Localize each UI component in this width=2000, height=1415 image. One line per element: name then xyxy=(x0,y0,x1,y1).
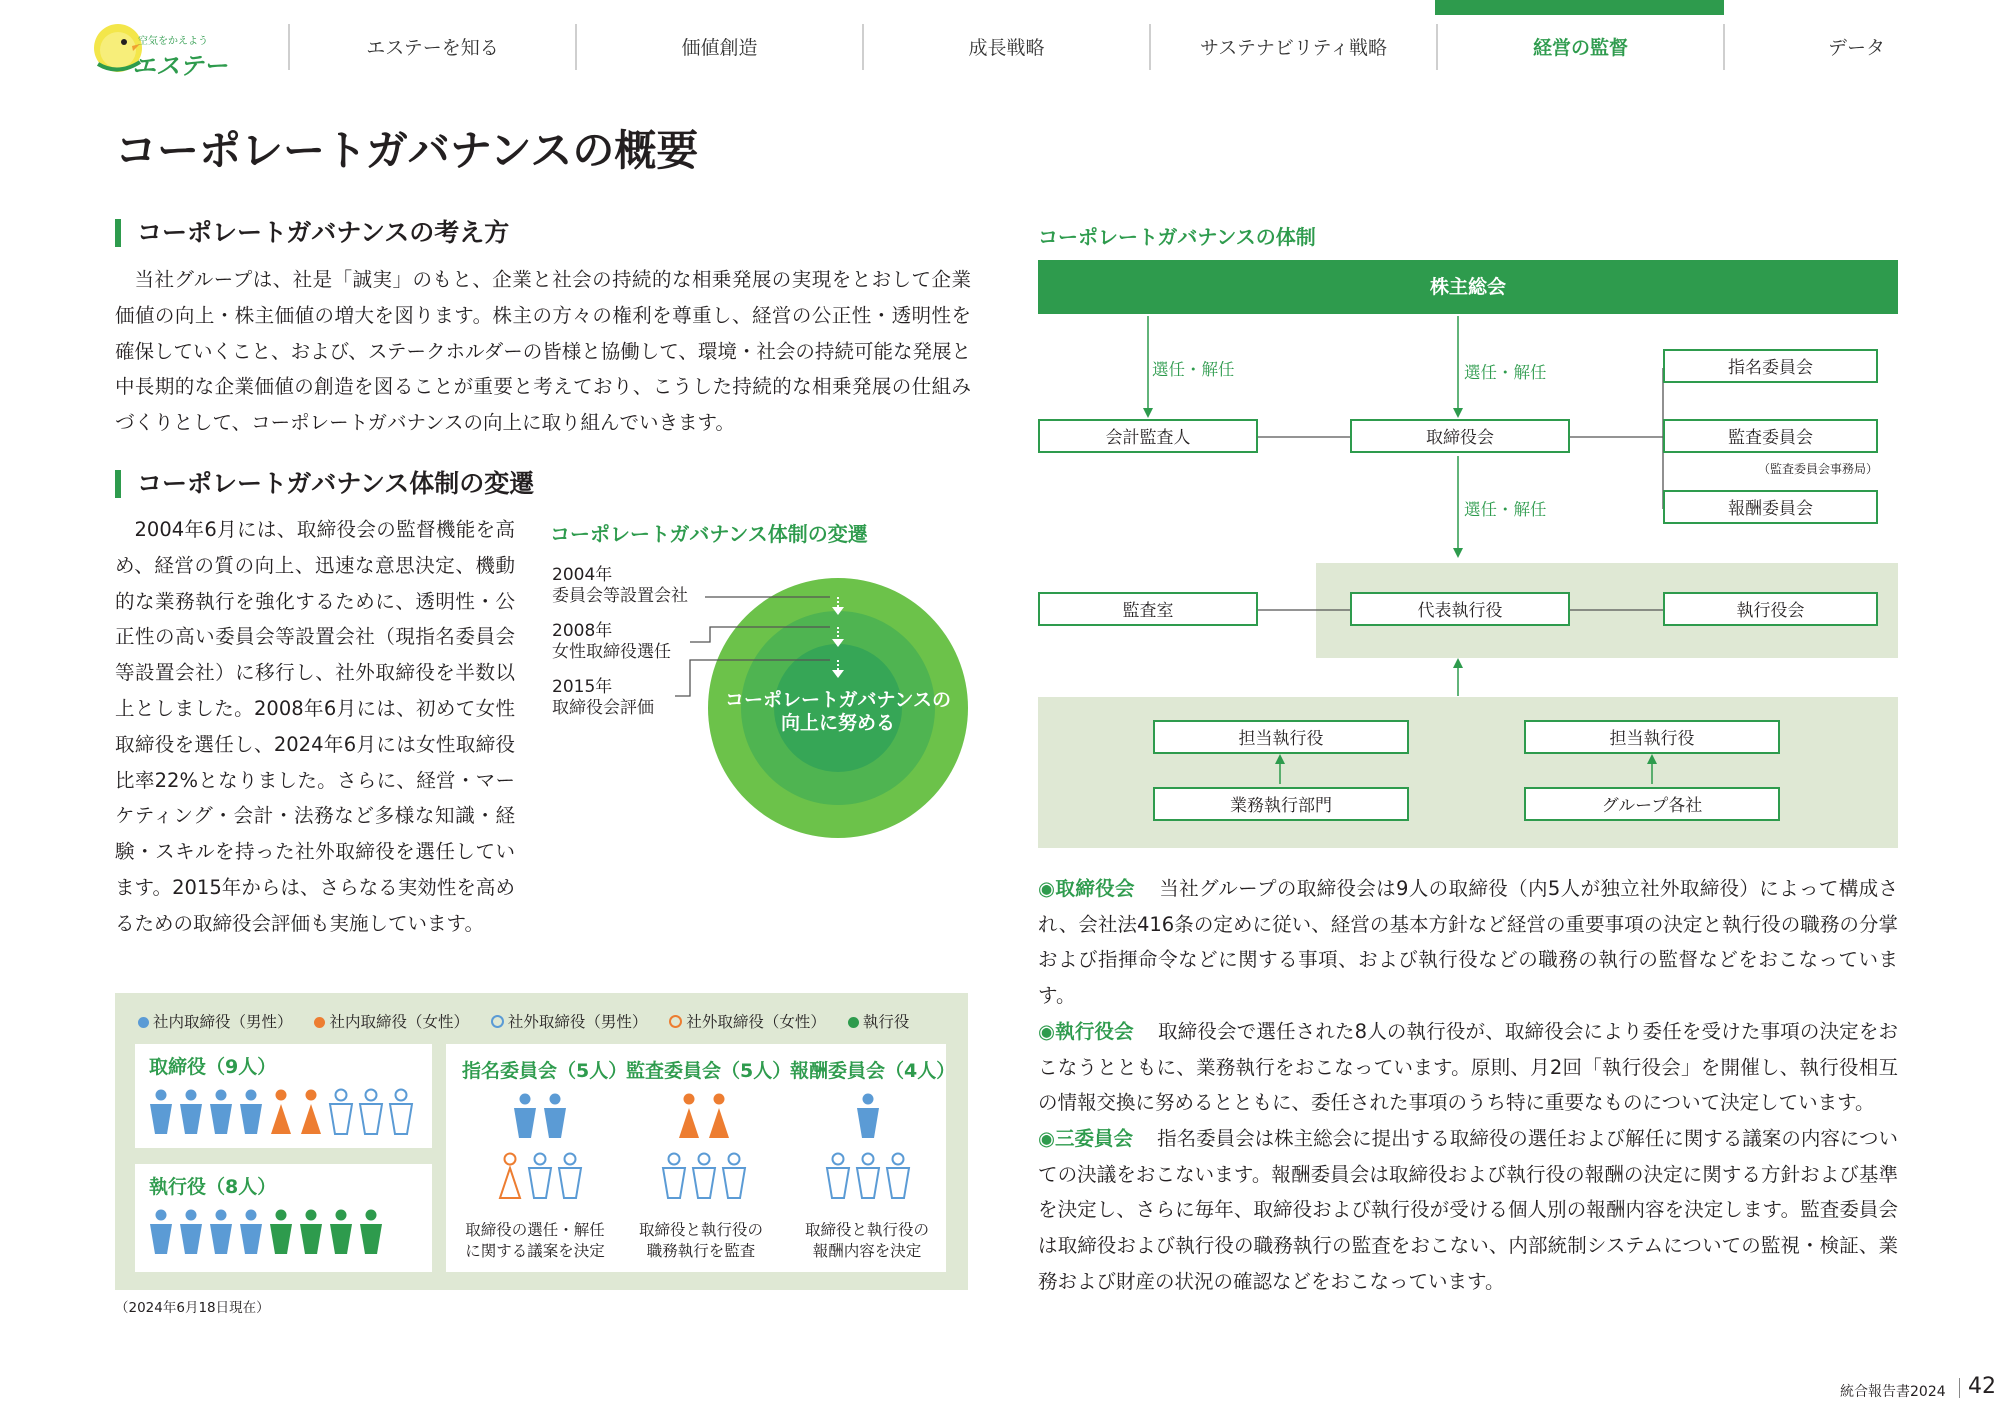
person-icon xyxy=(827,1154,849,1199)
business-division-box: 業務執行部門 xyxy=(1153,787,1409,821)
compensation-committee-box: 報酬委員会 xyxy=(1663,490,1878,524)
person-icon xyxy=(150,1090,172,1135)
person-icon xyxy=(301,1090,321,1135)
milestone-label: 委員会等設置会社 xyxy=(552,586,688,606)
person-icon xyxy=(663,1154,685,1199)
brand-tagline: 空気をかえよう xyxy=(138,36,208,47)
nav-item-sustainability[interactable]: サステナビリティ戦略 xyxy=(1200,37,1387,59)
ceo-box: 代表執行役 xyxy=(1350,592,1570,626)
committee-desc-compensation xyxy=(792,1220,942,1262)
executive-meeting-description xyxy=(1038,1014,1898,1121)
directors-figures xyxy=(149,1088,429,1142)
desc-line: 取締役と執行役の xyxy=(804,1221,929,1239)
accounting-auditor-box: 会計監査人 xyxy=(1038,419,1258,453)
committees-box xyxy=(446,1044,956,1272)
shareholders-meeting-box: 株主総会 xyxy=(1038,260,1898,314)
dot-icon xyxy=(848,1017,859,1028)
compensation-row2-figures xyxy=(818,1152,918,1206)
legend-item xyxy=(314,1013,469,1031)
page-title: コーポレートガバナンスの概要 xyxy=(115,126,699,175)
milestone-2008 xyxy=(552,621,671,663)
nav-item-data[interactable] xyxy=(1725,28,1995,68)
person-icon xyxy=(240,1210,262,1255)
history-body: 2004年6月には、取締役会の監督機能を高め、経営の質の向上、迅速な意思決定、機動的な業務執行を強化するために、透明性・公正性の高い委員会等設置会社（現指名委員会等設置会社）に移行し、社外取締役を半数以上としました。2008年6月には、初めて女性取締役を選任し、2024年6月には女性取締役比率22%となりました。さらに、経営・マーケティング・会計・法務など多様な知識・経験・スキルを持った社外取締役を選任しています。2015年からは、さらなる実効性を高めるための取締役会評価も実施しています。 xyxy=(115,518,515,935)
legend-label: 執行役 xyxy=(862,1013,910,1031)
nav-item-value-creation[interactable]: 価値創造 xyxy=(681,37,758,59)
desc-line: 取締役と執行役の xyxy=(638,1221,763,1239)
description-text: 取締役会で選任された8人の執行役が、取締役会により委任を受けた事項の決定をおこなうとともに、業務執行をおこなっています。原則、月2回「執行役会」を開催し、執行役相互の情報交換に努めるとともに、委任された事項のうち特に重要なものについて決定しています。 xyxy=(1038,1020,1898,1115)
legend-item xyxy=(138,1013,293,1031)
milestone-year: 2004年 xyxy=(552,565,613,585)
audit-committee-box: 監査委員会 xyxy=(1663,419,1878,453)
legend xyxy=(138,1010,926,1032)
nomination-committee-box: 指名委員会 xyxy=(1663,349,1878,383)
section-heading-history: コーポレートガバナンス体制の変遷 xyxy=(115,470,534,498)
milestone-label: 取締役会評価 xyxy=(552,698,654,718)
directors-box xyxy=(135,1044,432,1148)
person-icon xyxy=(857,1154,879,1199)
report-name: 統合報告書2024 xyxy=(1840,1384,1946,1400)
milestone-year: 2008年 xyxy=(552,621,613,641)
brand-logo[interactable] xyxy=(88,14,238,80)
nomination-row2-figures xyxy=(490,1152,590,1206)
nav-item-data-label: データ xyxy=(1827,37,1885,59)
person-icon xyxy=(887,1154,909,1199)
person-icon xyxy=(723,1154,745,1199)
committee-title-audit: 監査委員会（5人） xyxy=(626,1060,792,1082)
dot-icon xyxy=(138,1017,149,1028)
keyword: ◉取締役会 xyxy=(1038,877,1135,900)
legend-item xyxy=(669,1013,826,1031)
directors-title: 取締役（9人） xyxy=(149,1056,277,1078)
nav-item-about[interactable]: エステーを知る xyxy=(366,37,499,59)
executive-meeting-box: 執行役会 xyxy=(1663,592,1878,626)
person-icon xyxy=(500,1154,520,1199)
nav-active-indicator xyxy=(1435,0,1724,15)
person-icon xyxy=(271,1090,291,1135)
person-icon xyxy=(360,1210,382,1255)
officer-in-charge-box: 担当執行役 xyxy=(1153,720,1409,754)
person-icon xyxy=(300,1210,322,1255)
committee-title-compensation: 報酬委員会（4人） xyxy=(790,1060,956,1082)
milestone-year: 2015年 xyxy=(552,677,613,697)
person-icon xyxy=(330,1090,352,1135)
legend-item xyxy=(491,1013,648,1031)
person-icon xyxy=(559,1154,581,1199)
person-icon xyxy=(360,1090,382,1135)
legend-item xyxy=(848,1013,910,1031)
keyword: ◉執行役会 xyxy=(1038,1020,1134,1043)
person-icon xyxy=(544,1094,566,1139)
group-companies-box: グループ各社 xyxy=(1524,787,1780,821)
person-icon xyxy=(330,1210,352,1255)
person-icon xyxy=(693,1154,715,1199)
as-of-date-note: （2024年6月18日現在） xyxy=(115,1300,270,1316)
milestone-2004 xyxy=(552,565,688,607)
executives-box xyxy=(135,1164,432,1272)
ring-icon xyxy=(491,1015,504,1028)
milestone-label: 女性取締役選任 xyxy=(552,642,671,662)
person-icon xyxy=(390,1090,412,1135)
description-text: 指名委員会は株主総会に提出する取締役の選任および解任に関する議案の内容についての決議をおこないます。報酬委員会は取締役および執行役の報酬の決定に関する方針および基準を決定し、さらに毎年、取締役および執行役が受ける個人別の報酬内容を決定します。監査委員会は取締役および執行役の職務執行の監査をおこない、内部統制システムについての監視・検証、業務および財産の状況の確認などをおこなっています。 xyxy=(1038,1127,1898,1293)
milestone-2015 xyxy=(552,677,654,719)
audit-office-note: （監査委員会事務局） xyxy=(1758,462,1879,476)
brand-name: エステー xyxy=(132,52,228,80)
page-number: 42 xyxy=(1968,1374,1996,1399)
committees-description xyxy=(1038,1121,1898,1300)
person-icon xyxy=(180,1210,202,1255)
section-heading-approach: コーポレートガバナンスの考え方 xyxy=(115,219,509,247)
committee-desc-nomination xyxy=(460,1220,610,1262)
person-icon xyxy=(210,1090,232,1135)
person-icon xyxy=(270,1210,292,1255)
person-icon xyxy=(180,1090,202,1135)
officer-in-charge-box: 担当執行役 xyxy=(1524,720,1780,754)
desc-line: 報酬内容を決定 xyxy=(812,1242,922,1260)
executives-title: 執行役（8人） xyxy=(149,1176,277,1198)
footer-divider xyxy=(1959,1378,1960,1398)
org-chart-title: コーポレートガバナンスの体制 xyxy=(1038,225,1316,249)
history-diagram xyxy=(550,565,980,855)
person-icon xyxy=(709,1094,729,1139)
person-icon xyxy=(857,1094,879,1139)
keyword: ◉三委員会 xyxy=(1038,1127,1134,1150)
compensation-row1-figures xyxy=(818,1092,918,1146)
internal-audit-box: 監査室 xyxy=(1038,592,1258,626)
center-line-2: 向上に努める xyxy=(780,712,895,734)
description-text: 当社グループの取締役会は9人の取締役（内5人が独立社外取締役）によって構成され、会社法416条の定めに従い、経営の基本方針など経営の重要事項の決定と執行役の職務の分掌および指揮命令などに関する事項、および執行役などの職務の執行の監督などをおこなっています。 xyxy=(1038,877,1898,1008)
diagram-center-text xyxy=(718,689,958,735)
select-dismiss-label: 選任・解任 xyxy=(1464,500,1547,519)
desc-line: 取締役の選任・解任 xyxy=(465,1221,605,1239)
committee-desc-audit xyxy=(626,1220,776,1262)
board-of-directors-box: 取締役会 xyxy=(1350,419,1570,453)
ring-icon xyxy=(669,1015,682,1028)
person-icon xyxy=(679,1094,699,1139)
nav-item-growth-strategy[interactable]: 成長戦略 xyxy=(968,37,1045,59)
legend-label: 社内取締役（男性） xyxy=(153,1013,293,1031)
desc-line: 職務執行を監査 xyxy=(646,1242,756,1260)
approach-body: 当社グループは、社是「誠実」のもと、企業と社会の持続的な相乗発展の実現をとおして企業価値の向上・株主価値の増大を図ります。株主の方々の権利を尊重し、経営の公正性・透明性を確保していくこと、および、ステークホルダーの皆様と協働して、環境・社会の持続可能な発展と中長期的な企業価値の創造を図ることが重要と考えており、こうした持続的な相乗発展の仕組みづくりとして、コーポレートガバナンスの向上に取り組んでいきます。 xyxy=(115,268,971,435)
legend-label: 社外取締役（女性） xyxy=(686,1013,826,1031)
person-icon xyxy=(210,1210,232,1255)
audit-row1-figures xyxy=(654,1092,754,1146)
select-dismiss-label: 選任・解任 xyxy=(1152,360,1235,379)
person-icon xyxy=(240,1090,262,1135)
center-line-1: コーポレートガバナンスの xyxy=(725,689,951,711)
committee-title-nomination: 指名委員会（5人） xyxy=(462,1060,628,1082)
nomination-row1-figures xyxy=(490,1092,590,1146)
legend-label: 社外取締役（男性） xyxy=(507,1013,648,1031)
legend-label: 社内取締役（女性） xyxy=(329,1013,469,1031)
person-icon xyxy=(529,1154,551,1199)
history-diagram-title: コーポレートガバナンス体制の変遷 xyxy=(550,522,868,546)
board-description xyxy=(1038,871,1898,1014)
person-icon xyxy=(514,1094,536,1139)
select-dismiss-label: 選任・解任 xyxy=(1464,363,1547,382)
nav-item-governance[interactable]: 経営の監督 xyxy=(1532,37,1628,59)
person-icon xyxy=(150,1210,172,1255)
desc-line: に関する議案を決定 xyxy=(465,1242,605,1260)
dot-icon xyxy=(314,1017,325,1028)
executives-figures xyxy=(149,1208,429,1262)
audit-row2-figures xyxy=(654,1152,754,1206)
